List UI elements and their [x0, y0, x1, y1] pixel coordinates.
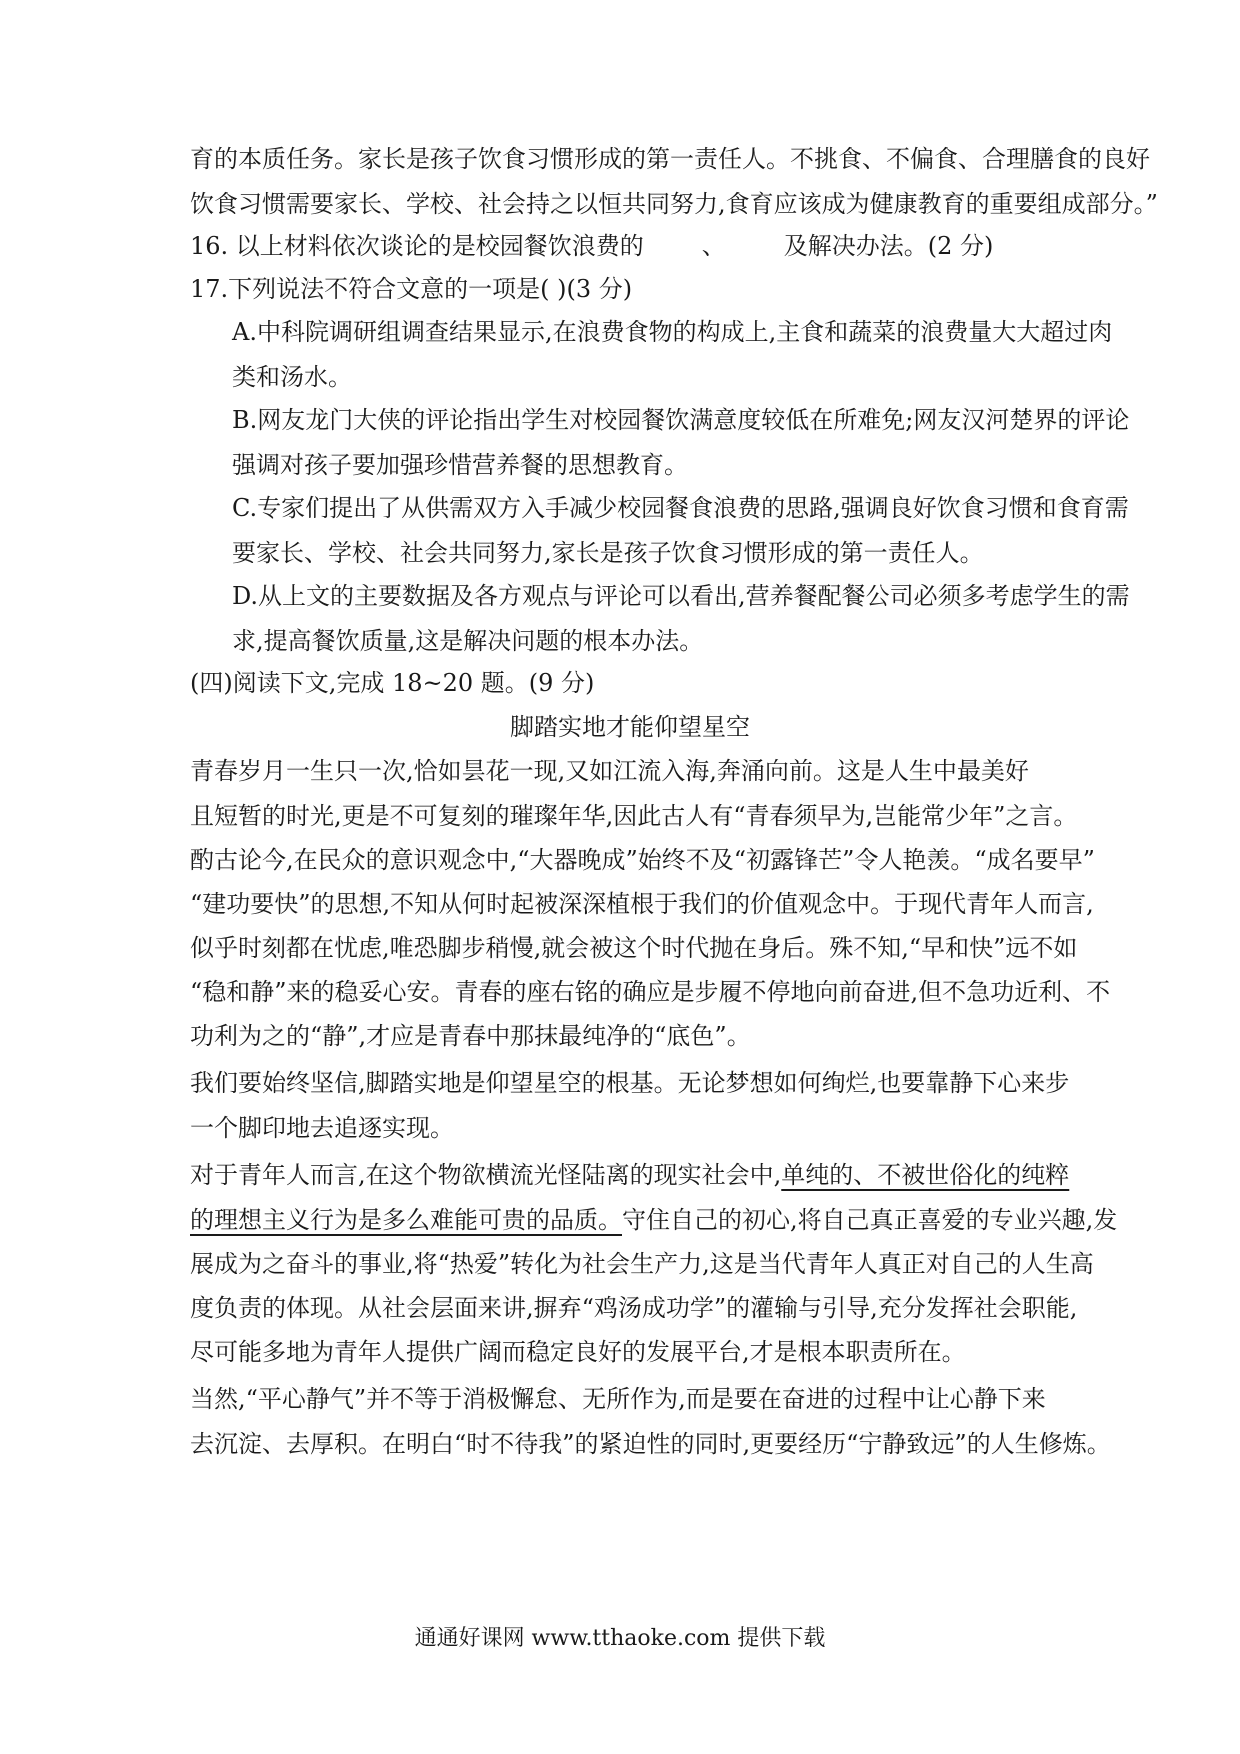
article-p1-line-3: 酌古论今,在民众的意识观念中,“大器晚成”始终不及“初露锋芒”令人艳羡。“成名要早”: [190, 846, 1095, 874]
article-p1-line-6: “稳和静”来的稳妥心安。青春的座右铭的确应是步履不停地向前奋进,但不急功近利、不: [190, 978, 1111, 1006]
article-p3-underlined-sentence-part-2: 的理想主义行为是多么难能可贵的品质。: [190, 1206, 622, 1234]
article-p3-line-5: 尽可能多地为青年人提供广阔而稳定良好的发展平台,才是根本职责所在。: [190, 1338, 966, 1366]
option-a-line-1: A.中科院调研组调查结果显示,在浪费食物的构成上,主食和蔬菜的浪费量大大超过肉: [232, 318, 1113, 346]
intro-line-2: 饮食习惯需要家长、学校、社会持之以恒共同努力,食育应该成为健康教育的重要组成部分。”: [190, 190, 1158, 218]
article-p3-line-1: [190, 1160, 1070, 1190]
article-p3-line-1-plain: 对于青年人而言,在这个物欲横流光怪陆离的现实社会中,: [190, 1161, 782, 1189]
question-16: [190, 231, 1070, 261]
option-b-line-1: B.网友龙门大侠的评论指出学生对校园餐饮满意度较低在所难免;网友汉河楚界的评论: [232, 406, 1130, 434]
option-c-line-1: C.专家们提出了从供需双方入手减少校园餐食浪费的思路,强调良好饮食习惯和食育需: [232, 494, 1129, 522]
option-c-line-2: 要家长、学校、社会共同努力,家长是孩子饮食习惯形成的第一责任人。: [232, 539, 984, 567]
article-p4-line-1: 当然,“平心静气”并不等于消极懈怠、无所作为,而是要在奋进的过程中让心静下来: [190, 1385, 1046, 1413]
intro-line-1: 育的本质任务。家长是孩子饮食习惯形成的第一责任人。不挑食、不偏食、合理膳食的良好: [190, 145, 1150, 173]
option-d-line-2: 求,提高餐饮质量,这是解决问题的根本办法。: [232, 627, 704, 655]
article-p1-line-7: 功利为之的“静”,才应是青春中那抹最纯净的“底色”。: [190, 1022, 751, 1050]
article-p3-line-3: 展成为之奋斗的事业,将“热爱”转化为社会生产力,这是当代青年人真正对自己的人生高: [190, 1250, 1094, 1278]
option-a-line-2: 类和汤水。: [232, 363, 352, 391]
question-17-stem: 17.下列说法不符合文意的一项是( )(3 分): [190, 275, 633, 303]
article-p1-line-5: 似乎时刻都在忧虑,唯恐脚步稍慢,就会被这个时代抛在身后。殊不知,“早和快”远不如: [190, 934, 1078, 962]
page-footer: 通通好课网 www.tthaoke.com 提供下载: [414, 1626, 826, 1651]
article-p3-line-2: [190, 1205, 1118, 1235]
q16-text-mid: 、: [701, 232, 726, 260]
article-p1-line-2: 且短暂的时光,更是不可复刻的璀璨年华,因此古人有“青春须早为,岂能常少年”之言。: [190, 802, 1078, 830]
section-4-heading: (四)阅读下文,完成 18~20 题。(9 分): [190, 669, 595, 697]
article-title: 脚踏实地才能仰望星空: [510, 713, 750, 741]
article-p2-line-2: 一个脚印地去追逐实现。: [190, 1114, 454, 1142]
article-p2-line-1: 我们要始终坚信,脚踏实地是仰望星空的根基。无论梦想如何绚烂,也要靠静下心来步: [190, 1069, 1070, 1097]
option-b-line-2: 强调对孩子要加强珍惜营养餐的思想教育。: [232, 451, 688, 479]
article-p4-line-2: 去沉淀、去厚积。在明白“时不待我”的紧迫性的同时,更要经历“宁静致远”的人生修炼。: [190, 1430, 1111, 1458]
q16-text-before: 16. 以上材料依次谈论的是校园餐饮浪费的: [190, 232, 644, 260]
article-p1-line-4: “建功要快”的思想,不知从何时起被深深植根于我们的价值观念中。于现代青年人而言,: [190, 890, 1094, 918]
article-p1-line-1: 青春岁月一生只一次,恰如昙花一现,又如江流入海,奔涌向前。这是人生中最美好: [190, 757, 1029, 785]
option-d-line-1: D.从上文的主要数据及各方观点与评论可以看出,营养餐配餐公司必须多考虑学生的需: [232, 582, 1130, 610]
article-p3-line-4: 度负责的体现。从社会层面来讲,摒弃“鸡汤成功学”的灌输与引导,充分发挥社会职能,: [190, 1294, 1078, 1322]
q16-text-after: 及解决办法。(2 分): [783, 232, 994, 260]
article-p3-line-2-plain: 守住自己的初心,将自己真正喜爱的专业兴趣,发: [622, 1206, 1118, 1234]
article-p3-underlined-sentence-part-1: 单纯的、不被世俗化的纯粹: [781, 1161, 1070, 1189]
